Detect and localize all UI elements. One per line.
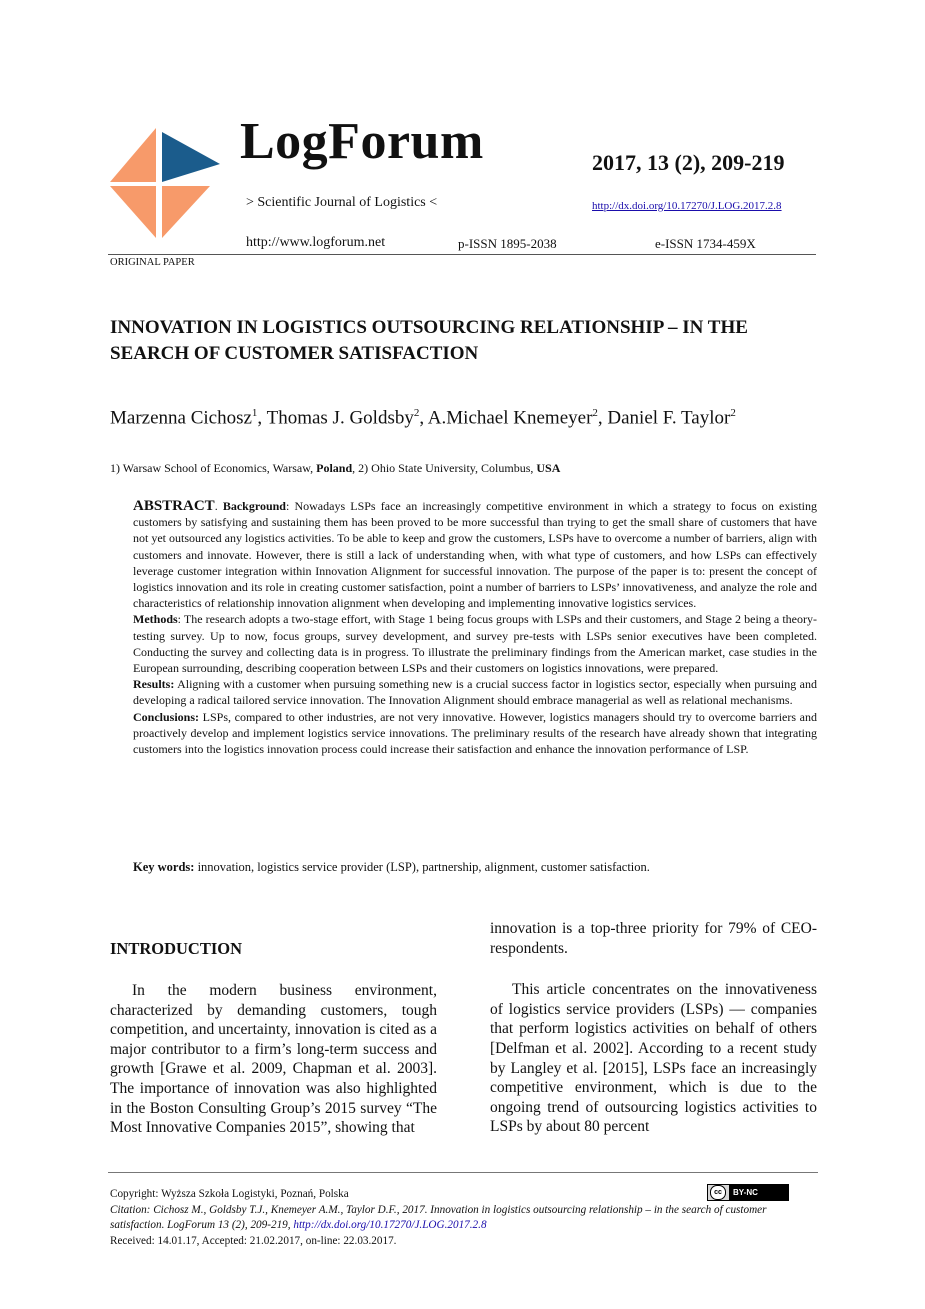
methods-text: : The research adopts a two-stage effort, with Stage 1 being focus groups with LSPs and their customers, and Stage 2 being a theory-testing survey. Up to now, focus groups, survey development, and survey pre-tests with LSPs senior executives have been completed. Conducting the survey and collecting data is in progress. To illustrate the preliminary findings from the American market, case studies in the European surrounding, describing cooperation between LSPs and their customers on logistics innovations, were prepared. bbox=[133, 612, 817, 676]
cc-icon: cc bbox=[710, 1185, 726, 1200]
author-name: Daniel F. Taylor bbox=[607, 407, 731, 429]
author-separator: , bbox=[419, 407, 428, 429]
methods-label: Methods bbox=[133, 612, 178, 627]
abstract bbox=[133, 498, 817, 757]
received-dates: Received: 14.01.17, Accepted: 21.02.2017, on-line: 22.03.2017. bbox=[110, 1234, 397, 1247]
intro-paragraph-continued: innovation is a top-three priority for 79% of CEO-respondents. bbox=[490, 920, 817, 957]
journal-website[interactable]: http://www.logforum.net bbox=[246, 235, 386, 250]
logo-upper-right-triangle bbox=[162, 132, 220, 182]
abstract-background: ABSTRACT. Background: Nowadays LSPs face an increasingly competitive environment in which a strategy to focus on existing customers by satisfying and sustaining them has been proved to be more successful than trying to get the small share of customers that have not yet outsourced any logistics activities. To be able to keep and grow the customers, LSPs have to overcome a number of barriers, align with customers and innovate. However, there is still a lack of understanding when, with what type of customers, and how LSPs can effectively leverage customer integration within Innovation Alignment for successful innovation. The purpose of the paper is to: present the concept of logistics innovation and its role in creating customer satisfaction, point a number of barriers to LSPs’ innovativeness, and analyze the role and characteristics of relationship innovation alignment when developing and implementing innovative logistics services. bbox=[133, 498, 818, 611]
author-affiliation-mark: 1 bbox=[251, 407, 258, 419]
author-name: Marzenna Cichosz bbox=[110, 407, 252, 429]
background-label: Background bbox=[222, 499, 286, 513]
logo-upper-left-triangle bbox=[110, 128, 156, 182]
logforum-logo bbox=[108, 128, 220, 240]
right-column bbox=[490, 919, 817, 1137]
author-name: Thomas J. Goldsby bbox=[266, 407, 414, 429]
author-affiliation-mark: 2 bbox=[730, 407, 736, 419]
footer bbox=[110, 1187, 818, 1249]
results-label: Results: bbox=[133, 677, 175, 692]
logo-lower-left-triangle bbox=[110, 186, 156, 238]
affiliation-2-country: USA bbox=[536, 461, 561, 475]
author-separator: , bbox=[257, 407, 267, 429]
left-column bbox=[110, 981, 437, 1138]
article-title: INNOVATION IN LOGISTICS OUTSOURCING RELATIONSHIP – IN THE SEARCH OF CUSTOMER SATISFACTION bbox=[110, 317, 748, 364]
electronic-issn: e-ISSN 1734-459X bbox=[655, 236, 756, 251]
author-affiliation-mark: 2 bbox=[413, 407, 420, 419]
background-text: : Nowadays LSPs face an increasingly competitive environment in which a strategy to focus on existing customers by satisfying and sustaining them has been proved to be more successful than trying to get the small share of customers that have not yet outsourced any logistics activities. To be able to keep and grow the customers, LSPs have to overcome a number of barriers, align with customers and innovate. However, there is still a lack of understanding when, with what type of customers, and how LSPs can effectively leverage customer integration within Innovation Alignment for successful innovation. The purpose of the paper is to: present the concept of logistics innovation and its role in creating customer satisfaction, point a number of barriers to LSPs’ innovativeness, and analyze the role and characteristics of relationship innovation alignment when developing and implementing innovative logistics services. bbox=[133, 499, 818, 611]
abstract-conclusions bbox=[133, 709, 817, 758]
license-label: BY-NC bbox=[729, 1185, 788, 1200]
journal-name: LogForum bbox=[240, 113, 484, 170]
affiliation-1: 1) Warsaw School of Economics, Warsaw, bbox=[110, 461, 317, 475]
keywords-label: Key words: bbox=[133, 860, 195, 874]
author-separator: , bbox=[597, 407, 608, 429]
author-list bbox=[110, 400, 818, 431]
conclusions-text: LSPs, compared to other industries, are not very innovative. However, logistics managers should try to overcome barriers and proactively develop and implement logistics service innovations. The preliminary results of the research have already shown that integrating customers into the logistics innovation process could increase their satisfaction and enhance the innovation performance of LSP. bbox=[133, 709, 817, 757]
logo-lower-right-triangle bbox=[162, 186, 210, 238]
abstract-lead: ABSTRACT bbox=[133, 498, 215, 514]
abstract-methods bbox=[133, 611, 817, 676]
affiliation-1-country: Poland bbox=[316, 461, 353, 475]
author-affiliation-mark: 2 bbox=[592, 407, 598, 419]
journal-subtitle: > Scientific Journal of Logistics < bbox=[246, 195, 438, 210]
keywords bbox=[133, 860, 817, 875]
citation-doi-link[interactable]: http://dx.doi.org/10.17270/J.LOG.2017.2.8 bbox=[293, 1219, 487, 1231]
citation-text: Citation: Cichosz M., Goldsby T.J., Knemeyer A.M., Taylor D.F., 2017. Innovation in logistics outsourcing relationship – in the search of customer satisfaction. LogForum 13 (2), 209-219, bbox=[110, 1203, 767, 1231]
footer-divider bbox=[108, 1172, 818, 1173]
author-name: A.Michael Knemeyer bbox=[427, 407, 593, 429]
doi-link[interactable]: http://dx.doi.org/10.17270/J.LOG.2017.2.8 bbox=[592, 200, 782, 212]
results-text: Aligning with a customer when pursuing something new is a crucial success factor in logistics sector, especially when pursuing and developing a radical tailored service innovation. The Innovation Alignment should embrace managerial as well as relational mechanisms. bbox=[133, 677, 817, 708]
affiliation-2: , 2) Ohio State University, Columbus, bbox=[352, 461, 537, 475]
keywords-text: innovation, logistics service provider (LSP), partnership, alignment, customer satisfaction. bbox=[194, 860, 650, 874]
print-issn: p-ISSN 1895-2038 bbox=[458, 236, 557, 251]
section-heading-introduction: INTRODUCTION bbox=[110, 939, 243, 958]
intro-paragraph: In the modern business environment, characterized by demanding customers, tough competition, and uncertainty, innovation is cited as a major contributor to a firm’s long-term success and growth [Grawe et al. 2009, Chapman et al. 2003]. The importance of innovation was also highlighted in the Boston Consulting Group’s 2015 survey “The Most Innovative Companies 2015”, showing that bbox=[110, 982, 437, 1137]
citation bbox=[110, 1203, 818, 1234]
copyright: Copyright: Wyższa Szkoła Logistyki, Poznań, Polska bbox=[110, 1188, 349, 1200]
conclusions-label: Conclusions: bbox=[133, 709, 200, 724]
issue-info: 2017, 13 (2), 209-219 bbox=[592, 150, 785, 175]
paper-type-label: ORIGINAL PAPER bbox=[110, 257, 195, 268]
affiliations bbox=[110, 461, 818, 476]
header-divider bbox=[108, 254, 816, 255]
abstract-results bbox=[133, 676, 817, 708]
intro-paragraph: This article concentrates on the innovativeness of logistics service providers (LSPs) — companies that perform logistics activities on behalf of others [Delfman et al. 2002]. According to a recent study by Langley et al. [2015], LSPs face an increasingly competitive environment, which is due to the ongoing trend of outsourcing logistics activities to LSPs by about 80 percent bbox=[490, 981, 817, 1136]
